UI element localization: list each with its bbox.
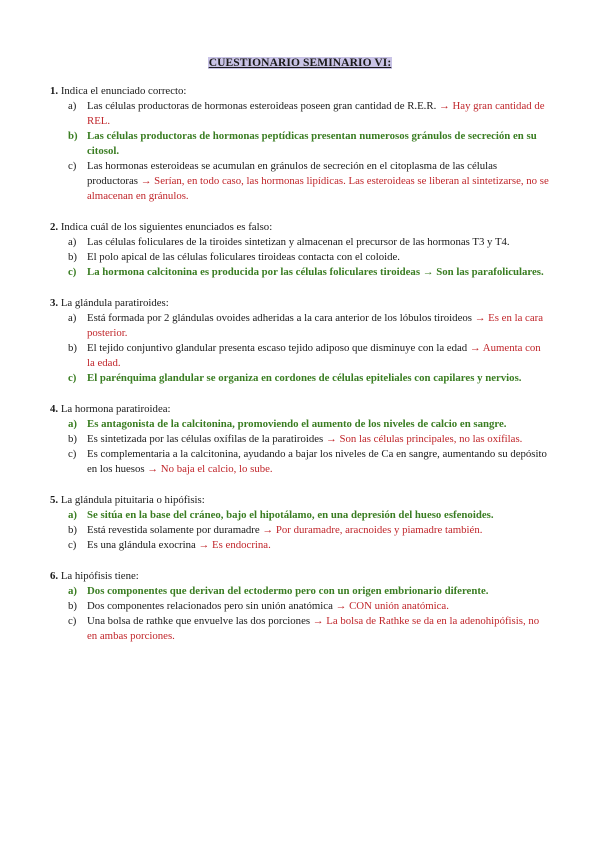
correction-note: → Son las células principales, no las oxífilas.	[325, 433, 523, 445]
option-body	[87, 129, 550, 159]
correction-note: → Es endocrina.	[198, 539, 271, 551]
option-body	[87, 584, 550, 599]
option-body	[87, 523, 550, 538]
option-body	[87, 159, 550, 204]
option-letter: a)	[68, 509, 77, 521]
option	[50, 614, 550, 644]
option-text: Es una glándula exocrina	[87, 539, 196, 551]
option-body	[87, 614, 550, 644]
question-number: 2.	[50, 221, 59, 233]
question-number: 4.	[50, 403, 59, 415]
question-2	[50, 220, 550, 280]
option-text: Es antagonista de la calcitonina, promoviendo el aumento de los niveles de calcio en sangre.	[87, 418, 507, 430]
option-text: El tejido conjuntivo glandular presenta escaso tejido adiposo que disminuye con la edad	[87, 342, 468, 354]
question-stem	[50, 569, 550, 584]
question-number: 5.	[50, 494, 59, 506]
question-number: 3.	[50, 297, 59, 309]
option-letter: b)	[68, 524, 77, 536]
option-letter: a)	[68, 100, 77, 112]
option-letter: a)	[68, 312, 77, 324]
correction-note: → Serían, en todo caso, las hormonas lipídicas. Las esteroideas se liberan al sintetizarse, no se almacenan en gránulos.	[87, 175, 549, 202]
title-wrap	[0, 53, 600, 71]
option-letter: c)	[68, 372, 77, 384]
question-text: La hormona paratiroidea:	[60, 403, 171, 415]
question-number: 1.	[50, 85, 59, 97]
option-text: Es sintetizada por las células oxífilas de la paratiroides	[87, 433, 324, 445]
correct-option	[50, 417, 550, 432]
option-body	[87, 99, 550, 129]
correct-option	[50, 584, 550, 599]
correction-note: → Aumenta con la edad.	[87, 342, 541, 369]
option-list	[50, 584, 550, 644]
option-body	[87, 265, 550, 280]
option-letter: b)	[68, 251, 77, 263]
option-body	[87, 250, 550, 265]
option	[50, 599, 550, 614]
option-body	[87, 371, 550, 386]
option-letter: c)	[68, 448, 77, 460]
question-1	[50, 84, 550, 204]
option-list	[50, 235, 550, 280]
option-letter: b)	[68, 130, 78, 142]
question-stem	[50, 402, 550, 417]
option-letter: c)	[68, 539, 77, 551]
question-number: 6.	[50, 570, 59, 582]
question-stem	[50, 220, 550, 235]
option-body	[87, 417, 550, 432]
option-text: El parénquima glandular se organiza en cordones de células epiteliales con capilares y nervios.	[87, 372, 522, 384]
option	[50, 538, 550, 553]
correction-note: → La bolsa de Rathke se da en la adenohipófisis, no en ambas porciones.	[87, 615, 540, 642]
option	[50, 447, 550, 477]
option-letter: a)	[68, 236, 77, 248]
option-text: Las células productoras de hormonas peptídicas presentan numerosos gránulos de secreción en su citosol.	[87, 130, 537, 157]
questionnaire	[50, 84, 550, 660]
option-letter: c)	[68, 266, 77, 278]
option-letter: c)	[68, 160, 77, 172]
option-body	[87, 311, 550, 341]
correct-option	[50, 265, 550, 280]
option-body	[87, 538, 550, 553]
option-letter: b)	[68, 342, 77, 354]
option-body	[87, 235, 550, 250]
option-text: Dos componentes relacionados pero sin unión anatómica	[87, 600, 333, 612]
option-letter: a)	[68, 585, 77, 597]
option-letter: c)	[68, 615, 77, 627]
question-text: La hipófisis tiene:	[60, 570, 139, 582]
correct-option	[50, 371, 550, 386]
option	[50, 250, 550, 265]
option	[50, 99, 550, 129]
correction-note: → No baja el calcio, lo sube.	[147, 463, 273, 475]
option	[50, 159, 550, 204]
question-3	[50, 296, 550, 386]
option-body	[87, 341, 550, 371]
option-list	[50, 417, 550, 477]
option-text: Es complementaria a la calcitonina, ayudando a bajar los niveles de Ca en sangre, aumentando su depósito en los huesos	[87, 448, 547, 475]
option-text: Está formada por 2 glándulas ovoides adheridas a la cara anterior de los lóbulos tiroideos	[87, 312, 472, 324]
option-list	[50, 508, 550, 553]
option-list	[50, 311, 550, 386]
correct-option	[50, 508, 550, 523]
option	[50, 432, 550, 447]
option	[50, 311, 550, 341]
option-text: Las células productoras de hormonas esteroideas poseen gran cantidad de R.E.R.	[87, 100, 437, 112]
correction-note: → Por duramadre, aracnoides y piamadre también.	[262, 524, 483, 536]
option-letter: b)	[68, 433, 77, 445]
correction-note: → Son las parafoliculares.	[422, 266, 544, 278]
question-text: Indica el enunciado correcto:	[60, 85, 187, 97]
question-text: Indica cuál de los siguientes enunciados es falso:	[60, 221, 273, 233]
question-5	[50, 493, 550, 553]
question-4	[50, 402, 550, 477]
option-text: Dos componentes que derivan del ectodermo pero con un origen embrionario diferente.	[87, 585, 489, 597]
option-text: Una bolsa de rathke que envuelve las dos porciones	[87, 615, 311, 627]
question-stem	[50, 84, 550, 99]
option-body	[87, 599, 550, 614]
option-body	[87, 447, 550, 477]
question-stem	[50, 493, 550, 508]
option	[50, 235, 550, 250]
page-title: CUESTIONARIO SEMINARIO VI:	[208, 57, 392, 69]
option-body	[87, 508, 550, 523]
correction-note: → Hay gran cantidad de REL.	[87, 100, 545, 127]
question-stem	[50, 296, 550, 311]
option-text: Está revestida solamente por duramadre	[87, 524, 260, 536]
option-text: Se sitúa en la base del cráneo, bajo el hipotálamo, en una depresión del hueso esfenoides.	[87, 509, 494, 521]
question-6	[50, 569, 550, 644]
option-list	[50, 99, 550, 204]
correction-note: → CON unión anatómica.	[335, 600, 449, 612]
question-text: La glándula paratiroides:	[60, 297, 169, 309]
option-text: El polo apical de las células foliculares tiroideas contacta con el coloide.	[87, 251, 400, 263]
option-letter: b)	[68, 600, 77, 612]
option-text: La hormona calcitonina es producida por las células foliculares tiroideas	[87, 266, 421, 278]
question-text: La glándula pituitaria o hipófisis:	[60, 494, 205, 506]
correction-note: → Es en la cara posterior.	[87, 312, 544, 339]
option-letter: a)	[68, 418, 77, 430]
option-text: Las hormonas esteroideas se acumulan en gránulos de secreción en el citoplasma de las células productoras	[87, 160, 498, 187]
option	[50, 523, 550, 538]
option	[50, 341, 550, 371]
option-body	[87, 432, 550, 447]
option-text: Las células foliculares de la tiroides sintetizan y almacenan el precursor de las hormonas T3 y T4.	[87, 236, 510, 248]
correct-option	[50, 129, 550, 159]
